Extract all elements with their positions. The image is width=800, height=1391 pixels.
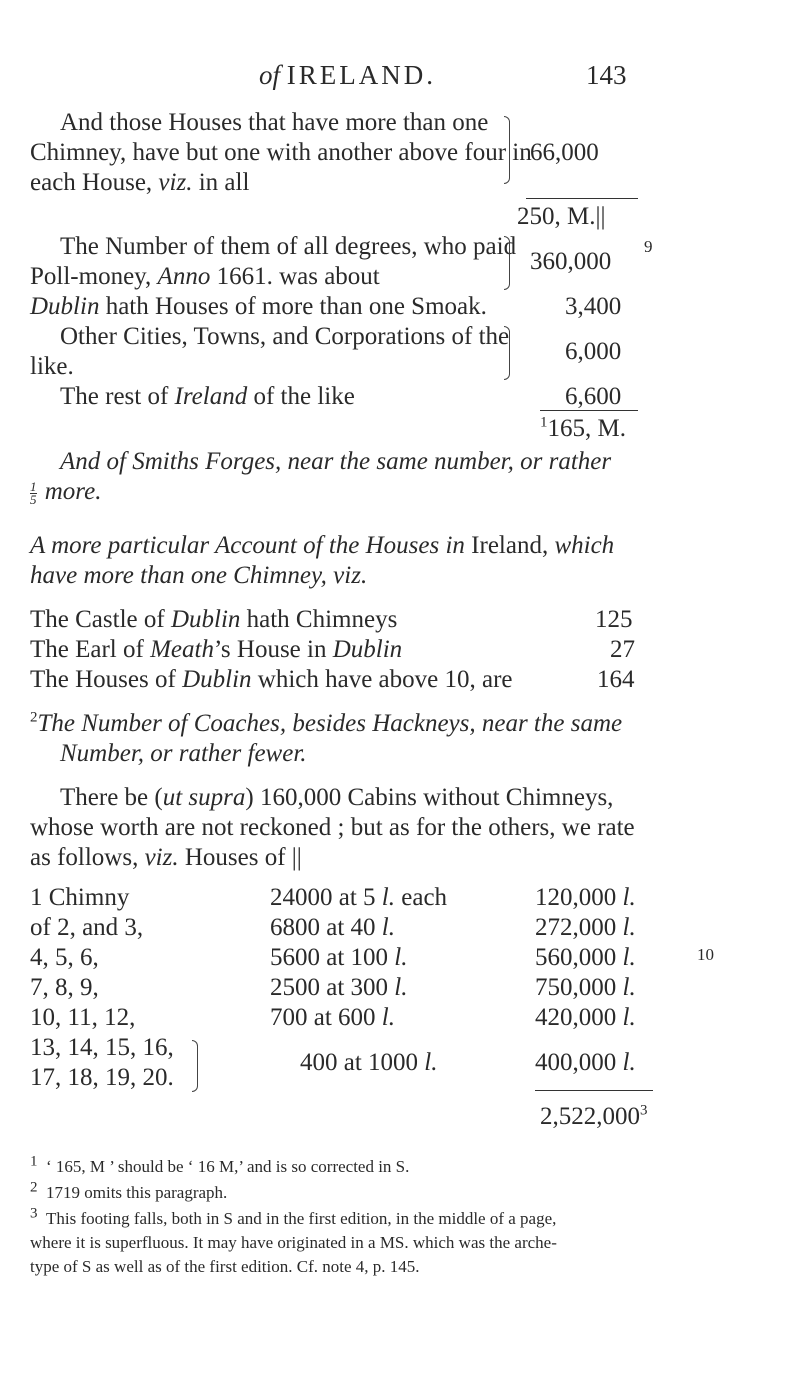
rule-block1	[526, 198, 638, 199]
brace-block1	[504, 116, 510, 184]
cabins-line1: There be (ut supra) 160,000 Cabins without Chimneys,	[60, 784, 614, 811]
other-line2: like.	[30, 353, 74, 380]
account-value-castle: 125	[595, 606, 633, 633]
margin-number-9: 9	[644, 237, 653, 256]
smiths-line2: $\frac{1}{5}$ more.	[30, 478, 102, 507]
block1-line3: each House, viz. in all	[30, 169, 250, 196]
account-line1: A more particular Account of the Houses in Ireland, which	[30, 532, 615, 559]
table-label-2: 4, 5, 6,	[30, 944, 99, 971]
rest-value: 6,600	[565, 383, 622, 410]
block2-total: $^1$165, M.	[540, 414, 626, 442]
dublin-line: Dublin hath Houses of more than one Smoak.	[30, 293, 487, 320]
account-row-meath: The Earl of Meath’s House in Dublin	[30, 636, 403, 663]
table-label-1: of 2, and 3,	[30, 914, 144, 941]
table-label-5a: 13, 14, 15, 16,	[30, 1034, 174, 1061]
account-line2: have more than one Chimney, viz.	[30, 562, 368, 589]
dublin-value: 3,400	[565, 293, 622, 320]
table-label-4: 10, 11, 12,	[30, 1004, 136, 1031]
footnote-2: 2 1719 omits this paragraph.	[30, 1179, 228, 1202]
rule-table	[535, 1090, 653, 1091]
block1-total: 250, M.||	[517, 203, 606, 230]
account-value-meath: 27	[610, 636, 635, 663]
rule-block2	[540, 410, 638, 411]
brace-block2	[504, 236, 510, 290]
page-number: 143	[586, 60, 627, 90]
cabins-line3: as follows, viz. Houses of ||	[30, 844, 302, 871]
block1-line1: And those Houses that have more than one	[60, 109, 489, 136]
frac-den: 5	[30, 491, 37, 507]
table-count-5: 400 at 1000 l.	[300, 1049, 438, 1076]
header-title: IRELAND.	[286, 60, 436, 90]
account-row-castle: The Castle of Dublin hath Chimneys	[30, 606, 398, 633]
brace-other	[504, 326, 510, 380]
table-total-3: 750,000 l.	[535, 974, 636, 1001]
footnote-3: 3 This footing falls, both in S and in the first edition, in the middle of a page,	[30, 1205, 557, 1228]
coaches-line2: Number, or rather fewer.	[60, 740, 307, 767]
block1-line2: Chimney, have but one with another above four in	[30, 139, 532, 166]
footnote-1: 1 ‘ 165, M ’ should be ‘ 16 M,’ and is so corrected in S.	[30, 1153, 410, 1176]
table-total-1: 272,000 l.	[535, 914, 636, 941]
rest-line: The rest of Ireland of the like	[60, 383, 355, 410]
table-count-0: 24000 at 5 l. each	[270, 884, 448, 911]
table-count-3: 2500 at 300 l.	[270, 974, 408, 1001]
brace-table	[192, 1040, 198, 1092]
table-total-0: 120,000 l.	[535, 884, 636, 911]
table-label-3: 7, 8, 9,	[30, 974, 99, 1001]
table-count-2: 5600 at 100 l.	[270, 944, 408, 971]
block2-line1: The Number of them of all degrees, who paid	[60, 233, 517, 260]
table-count-1: 6800 at 40 l.	[270, 914, 395, 941]
account-value-houses: 164	[597, 666, 635, 693]
table-total-4: 420,000 l.	[535, 1004, 636, 1031]
running-header	[259, 60, 436, 90]
coaches-line1: $^2$The Number of Coaches, besides Hackneys, near the same	[30, 709, 623, 737]
smiths-line1: And of Smiths Forges, near the same number, or rather	[60, 448, 612, 475]
table-label-5b: 17, 18, 19, 20.	[30, 1064, 174, 1091]
table-total-5: 400,000 l.	[535, 1049, 636, 1076]
block1-value: 66,000	[530, 139, 599, 166]
header-of: of	[259, 60, 281, 90]
margin-number-10: 10	[697, 945, 714, 964]
table-total-2: 560,000 l.	[535, 944, 636, 971]
cabins-line2: whose worth are not reckoned ; but as for the others, we rate	[30, 814, 635, 841]
account-row-houses: The Houses of Dublin which have above 10, are	[30, 666, 513, 693]
footnote-3-cont2: type of S as well as of the first edition. Cf. note 4, p. 145.	[30, 1257, 420, 1276]
grand-total: 2,522,000$^3$	[540, 1102, 648, 1130]
footnote-3-cont1: where it is superfluous. It may have originated in a MS. which was the arche-	[30, 1233, 557, 1252]
other-line1: Other Cities, Towns, and Corporations of the	[60, 323, 510, 350]
table-label-0: 1 Chimny	[30, 884, 130, 911]
block2-line2: Poll-money, Anno 1661. was about	[30, 263, 380, 290]
frac-num: 1	[30, 478, 37, 494]
block2-value: 360,000	[530, 248, 612, 275]
other-value: 6,000	[565, 338, 622, 365]
table-count-4: 700 at 600 l.	[270, 1004, 395, 1031]
